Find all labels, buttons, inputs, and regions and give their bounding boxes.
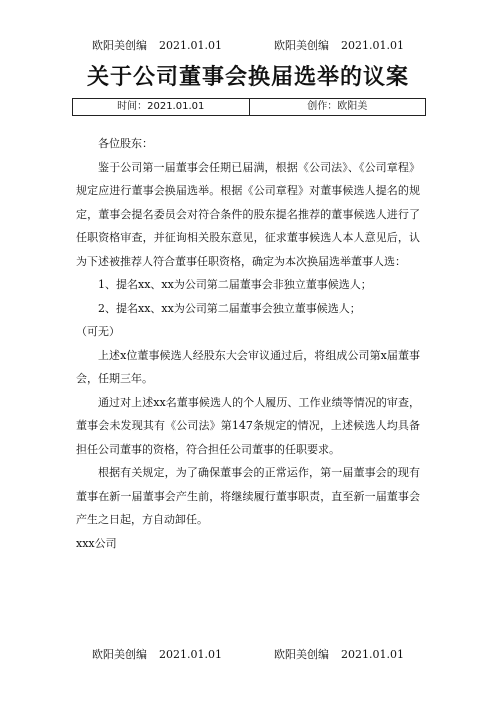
list-item-2: 2、提名xx、xx为公司第二届董事会独立董事候选人； [98,301,361,315]
salutation: 各位股东： [98,137,153,150]
footer-date-2: 2021.01.01 [341,648,404,661]
header-author-2: 欧阳美创编 [274,39,329,52]
paragraph-3: 通过对上述xx名董事候选人的个人履历、工作业绩等情况的审查，董事会未发现其有《公司法》第147条规定的情况，上述候选人均具备担任公司董事的资格，符合担任公司董事的任职要求。 [76,395,420,456]
document-body [76,132,420,555]
paragraph-2: 上述x位董事候选人经股东大会审议通过后，将组成公司第x届董事会，任期三年。 [76,348,420,385]
list-item-2-note: （可无） [76,325,120,338]
footer-author: 欧阳美创编 [92,648,148,661]
footer-author-2: 欧阳美创编 [274,648,329,661]
page-footer [0,646,496,662]
header-date-2: 2021.01.01 [341,39,404,52]
meta-time: 时间：2021.01.01 [117,101,205,112]
meta-table [72,98,426,116]
document-title: 关于公司董事会换届选举的议案 [86,64,409,90]
signature: xxx公司 [76,536,117,550]
meta-author: 创作：欧阳美 [249,99,426,115]
paragraph-4: 根据有关规定，为了确保董事会的正常运作，第一届董事会的现有董事在新一届董事会产生前，将继续履行董事职责，直至新一届董事会产生之日起，方自动卸任。 [76,466,420,526]
paragraph-1: 鉴于公司第一届董事会任期已届满，根据《公司法》、《公司章程》规定应进行董事会换届选举。根据《公司章程》对董事候选人提名的规定，董事会提名委员会对符合条件的股东提名推荐的董事候选人进行了任职资格审查，并征询相关股东意见，征求董事候选人本人意见后，认为下述被推荐人符合董事任职资格，确定为本次换届选举董事人选： [76,160,420,268]
list-item-1: 1、提名xx、xx为公司第二届董事会非独立董事候选人； [98,278,372,291]
footer-date: 2021.01.01 [159,648,222,661]
header-author: 欧阳美创编 [92,39,148,52]
page-header [0,37,496,53]
header-date: 2021.01.01 [159,39,222,52]
